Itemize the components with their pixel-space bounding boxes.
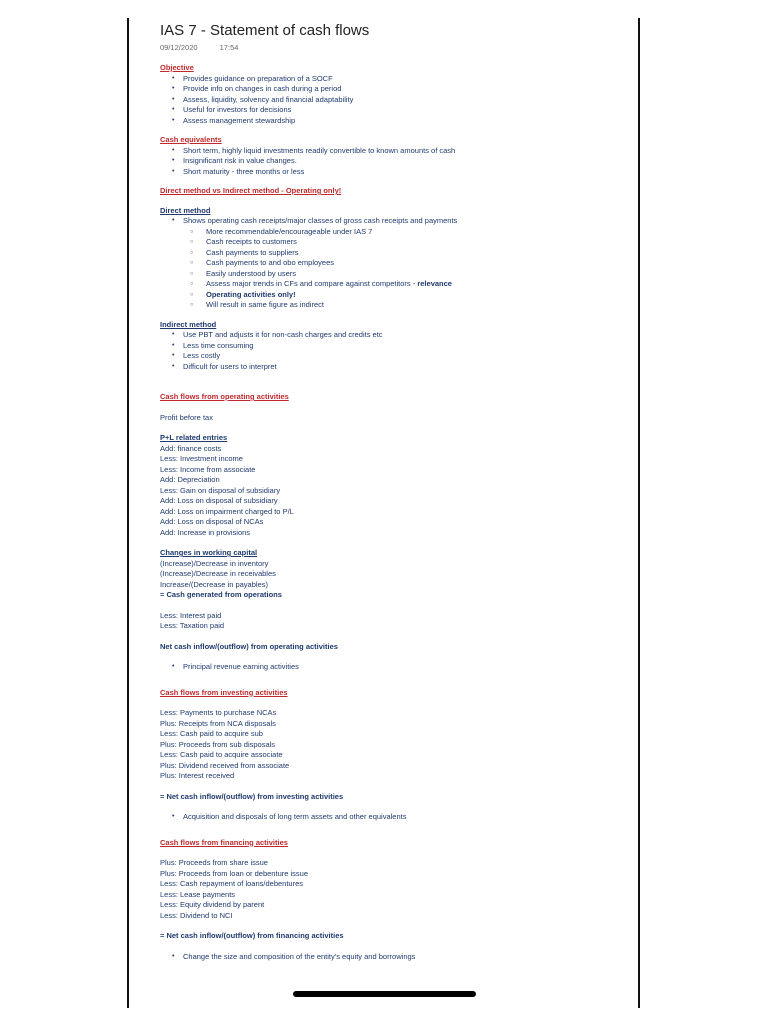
pl-entry: Less: Gain on disposal of subsidiary: [160, 485, 281, 495]
pl-entry: Add: Depreciation: [160, 475, 220, 484]
pl-entry: Add: Increase in provisions: [160, 527, 251, 537]
sub-list-item: ○ Cash payments to and obo employees: [160, 258, 630, 269]
pl-entry: Less: Investment income: [160, 454, 243, 463]
list-item: • Provide info on changes in cash during a period: [160, 84, 630, 95]
cash-equivalents-section: [160, 135, 630, 177]
list-item: • Short maturity - three months or less: [160, 167, 630, 178]
list-item: • Change the size and composition of the entity's equity and borrowings: [160, 952, 630, 963]
pl-entries-heading: P+L related entries: [160, 433, 228, 442]
sub-list-item: ○ Will result in same figure as indirect: [160, 300, 630, 311]
financing-section: [160, 838, 630, 963]
list-item: • Shows operating cash receipts/major classes of gross cash receipts and payments: [160, 216, 630, 227]
working-capital-entry: (Increase)/Decrease in receivables: [160, 569, 276, 578]
investing-entry: Plus: Dividend received from associate: [160, 760, 290, 770]
direct-method-section: [160, 206, 630, 311]
page-border-right: [638, 18, 640, 1008]
list-item: • Useful for investors for decisions: [160, 105, 630, 116]
trend-text: Assess major trends in CFs and compare against competitors -: [206, 279, 418, 288]
net-investing-line: = Net cash inflow/(outflow) from investing activities: [160, 791, 344, 801]
page-border-left: [127, 18, 129, 1008]
financing-heading: Cash flows from financing activities: [160, 837, 288, 847]
list-item: • Less time consuming: [160, 341, 630, 352]
direct-method-list: [160, 216, 630, 311]
investing-note-list: [160, 812, 630, 823]
indirect-method-section: [160, 320, 630, 373]
list-item: • Acquisition and disposals of long term assets and other equivalents: [160, 812, 630, 823]
financing-note-list: [160, 952, 630, 963]
taxation-paid-line: Less: Taxation paid: [160, 621, 225, 630]
pl-entry: Less: Income from associate: [160, 464, 256, 474]
operating-note-list: [160, 662, 630, 673]
pl-entry: Add: Loss on disposal of subsidiary: [160, 496, 278, 505]
list-item: • Principal revenue earning activities: [160, 662, 630, 673]
operating-heading: Cash flows from operating activities: [160, 392, 289, 401]
cash-generated-line: = Cash generated from operations: [160, 590, 282, 599]
list-item: • Use PBT and adjusts it for non-cash charges and credits etc: [160, 330, 630, 341]
methods-section: [160, 186, 630, 197]
financing-entry: Less: Equity dividend by parent: [160, 900, 265, 909]
financing-entry: Less: Cash repayment of loans/debentures: [160, 879, 304, 888]
list-item: • Provides guidance on preparation of a SOCF: [160, 74, 630, 85]
note-metadata: [160, 43, 630, 59]
financing-entry: Plus: Proceeds from share issue: [160, 858, 268, 867]
sub-list-item: ○ Cash payments to suppliers: [160, 248, 630, 259]
investing-entry: Less: Cash paid to acquire associate: [160, 750, 283, 759]
note-page: [160, 18, 630, 962]
indirect-method-heading: Indirect method: [160, 319, 217, 329]
investing-entry: Plus: Receipts from NCA disposals: [160, 718, 276, 728]
sub-list-item: ○ More recommendable/encourageable under IAS 7: [160, 227, 630, 238]
sub-list-item: ○ Cash receipts to customers: [160, 237, 630, 248]
operating-section: [160, 392, 630, 673]
sub-list-item: ○ Easily understood by users: [160, 269, 630, 280]
indirect-method-list: [160, 330, 630, 372]
working-capital-entry: Increase/(Decrease in payables): [160, 579, 268, 589]
investing-entry: Less: Cash paid to acquire sub: [160, 729, 263, 738]
interest-paid-line: Less: Interest paid: [160, 610, 222, 620]
financing-entry: Less: Lease payments: [160, 889, 236, 899]
financing-entry: Plus: Proceeds from loan or debenture issue: [160, 868, 308, 878]
net-financing-line: = Net cash inflow/(outflow) from financing activities: [160, 931, 344, 940]
home-indicator-bar[interactable]: [293, 991, 476, 997]
investing-section: [160, 688, 630, 823]
note-date: 09/12/2020: [160, 43, 198, 52]
list-item: • Less costly: [160, 351, 630, 362]
cash-equivalents-heading: Cash equivalents: [160, 135, 222, 144]
investing-heading: Cash flows from investing activities: [160, 687, 288, 697]
financing-entry: Less: Dividend to NCI: [160, 910, 233, 920]
objective-section: [160, 63, 630, 126]
pl-entry: Add: Loss on disposal of NCAs: [160, 517, 264, 526]
direct-method-heading: Direct method: [160, 205, 211, 215]
sub-list-item: [160, 279, 630, 290]
net-operating-line: Net cash inflow/(outflow) from operating activities: [160, 641, 338, 651]
pbt-line: Profit before tax: [160, 412, 213, 422]
working-capital-heading: Changes in working capital: [160, 548, 258, 557]
cash-equivalents-list: [160, 146, 630, 178]
sub-list-item: ○ Operating activities only!: [160, 290, 630, 301]
methods-heading: Direct method vs Indirect method - Operating only!: [160, 186, 342, 195]
pl-entry: Add: finance costs: [160, 443, 222, 453]
investing-entry: Less: Payments to purchase NCAs: [160, 708, 277, 717]
pl-entry: Add: Loss on impairment charged to P/L: [160, 506, 294, 516]
list-item: • Short term, highly liquid investments readily convertible to known amounts of cash: [160, 146, 630, 157]
objective-list: [160, 74, 630, 127]
list-item: • Difficult for users to interpret: [160, 362, 630, 373]
list-item: • Assess management stewardship: [160, 116, 630, 127]
working-capital-entry: (Increase)/Decrease in inventory: [160, 558, 269, 568]
relevance-text: relevance: [417, 279, 452, 288]
investing-entry: Plus: Interest received: [160, 771, 235, 780]
page-title: IAS 7 - Statement of cash flows: [160, 22, 370, 39]
investing-entry: Plus: Proceeds from sub disposals: [160, 739, 276, 749]
list-item: • Insignificant risk in value changes.: [160, 156, 630, 167]
list-item: • Assess, liquidity, solvency and financial adaptability: [160, 95, 630, 106]
note-time: 17:54: [219, 43, 239, 52]
objective-heading: Objective: [160, 63, 194, 72]
